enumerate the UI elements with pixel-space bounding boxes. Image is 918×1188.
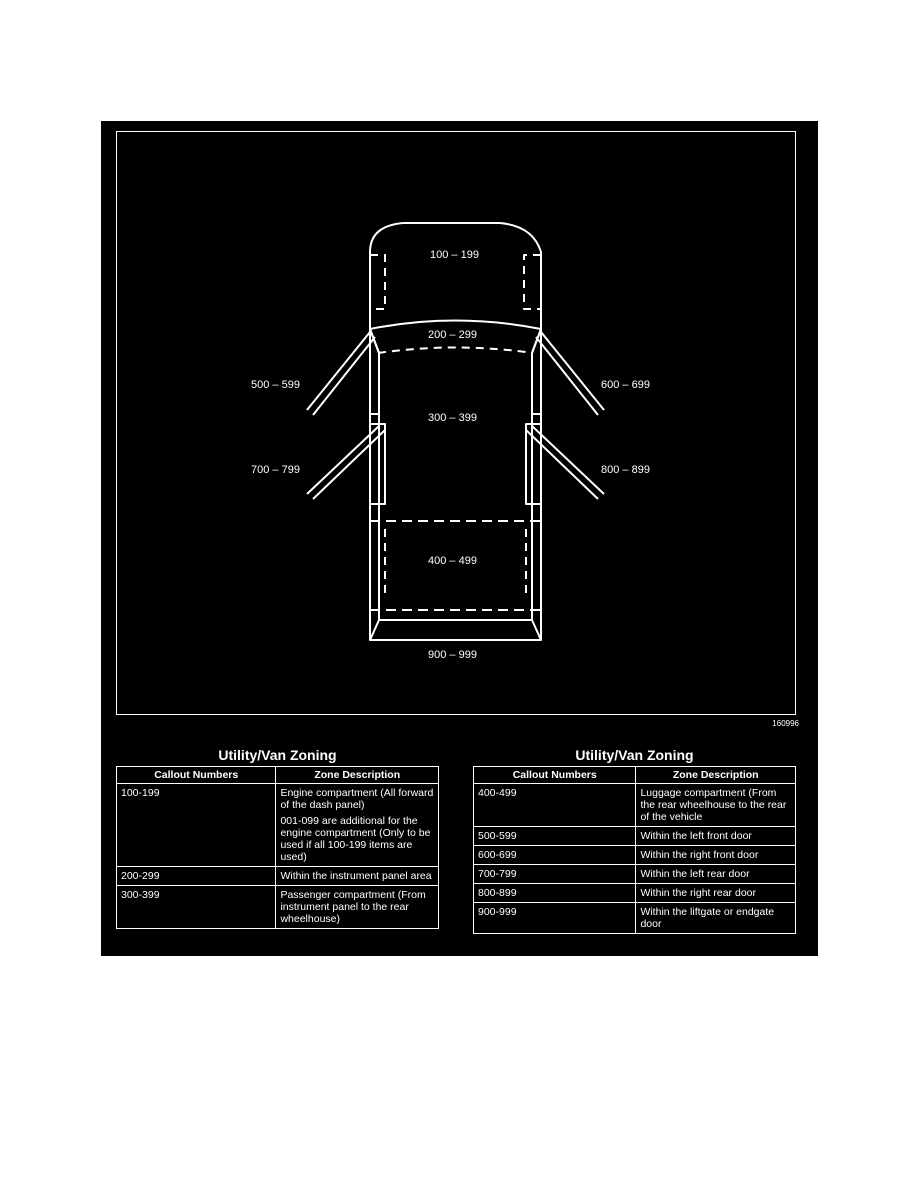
- zone-label-left-front-door: 500 – 599: [251, 379, 300, 391]
- callout-cell: 400-499: [474, 784, 636, 827]
- zone-label-right-rear-door: 800 – 899: [601, 464, 650, 476]
- header-callout-numbers: Callout Numbers: [474, 767, 636, 784]
- callout-cell: 600-699: [474, 846, 636, 865]
- leader-right-rear: [526, 426, 604, 499]
- callout-cell: 800-899: [474, 884, 636, 903]
- left-zoning-table: [116, 747, 439, 929]
- instrument-panel-rear-arc: [378, 348, 533, 354]
- left-table: [116, 766, 439, 929]
- description-text: Engine compartment (All forward of the dash panel): [280, 787, 434, 811]
- description-text: Within the instrument panel area: [280, 870, 432, 882]
- zone-label-luggage: 400 – 499: [428, 555, 477, 567]
- engine-compartment-outline: [370, 223, 541, 329]
- leader-left-front: [307, 332, 375, 415]
- description-cell: Luggage compartment (From the rear wheelhouse to the rear of the vehicle: [636, 784, 796, 827]
- table-row: [474, 903, 796, 934]
- description-text: Passenger compartment (From instrument panel to the rear wheelhouse): [280, 889, 426, 925]
- body-right-side: [532, 329, 541, 640]
- zone-label-instrument-panel: 200 – 299: [428, 329, 477, 341]
- table-row: [474, 865, 796, 884]
- description-cell: [276, 867, 439, 886]
- description-cell: Within the liftgate or endgate door: [636, 903, 796, 934]
- callout-cell: 700-799: [474, 865, 636, 884]
- description-cell: [276, 784, 439, 867]
- luggage-right-wall: [532, 510, 541, 640]
- left-table-title: Utility/Van Zoning: [218, 747, 337, 763]
- zone-label-left-rear-door: 700 – 799: [251, 464, 300, 476]
- leader-right-front: [536, 332, 604, 415]
- description-cell: Within the right front door: [636, 846, 796, 865]
- luggage-left-wall: [370, 510, 379, 640]
- liftgate-outline: [370, 620, 541, 640]
- callout-cell: 300-399: [117, 886, 276, 929]
- instrument-panel-front-arc: [370, 321, 541, 330]
- zone-label-passenger: 300 – 399: [428, 412, 477, 424]
- table-row: [474, 827, 796, 846]
- callout-cell: 100-199: [117, 784, 276, 867]
- header-zone-description: Zone Description: [276, 767, 439, 784]
- right-zoning-table: [473, 747, 796, 934]
- callout-cell: 500-599: [474, 827, 636, 846]
- callout-cell: 900-999: [474, 903, 636, 934]
- table-row: [474, 784, 796, 827]
- header-zone-description: Zone Description: [636, 767, 796, 784]
- diagram-panel: [101, 121, 818, 956]
- description-note: 001-099 are additional for the engine compartment (Only to be used if all 100-199 items are used): [280, 815, 431, 863]
- right-table: [473, 766, 796, 934]
- table-row: [474, 846, 796, 865]
- table-row: [117, 886, 439, 929]
- figure-number: 160996: [772, 719, 799, 728]
- leader-left-rear: [307, 426, 385, 499]
- description-cell: Within the right rear door: [636, 884, 796, 903]
- description-cell: Within the left rear door: [636, 865, 796, 884]
- right-table-title: Utility/Van Zoning: [575, 747, 694, 763]
- callout-cell: 200-299: [117, 867, 276, 886]
- body-left-side: [370, 329, 379, 640]
- table-row: [474, 884, 796, 903]
- zone-label-liftgate: 900 – 999: [428, 649, 477, 661]
- table-row: [117, 867, 439, 886]
- description-cell: [276, 886, 439, 929]
- description-cell: Within the left front door: [636, 827, 796, 846]
- van-zone-diagram: [116, 131, 796, 715]
- table-row: [117, 784, 439, 867]
- zone-label-right-front-door: 600 – 699: [601, 379, 650, 391]
- zone-label-engine: 100 – 199: [430, 249, 479, 261]
- engine-dashed-boundary: [370, 255, 541, 309]
- header-callout-numbers: Callout Numbers: [117, 767, 276, 784]
